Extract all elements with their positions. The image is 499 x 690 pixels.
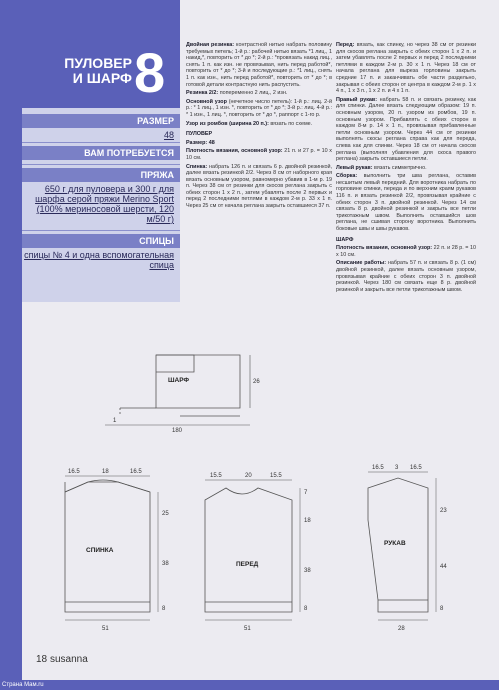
sleeve-label: РУКАВ	[384, 540, 406, 547]
front-text: вязать, как спинку, но через 38 см от резинки для скосов реглана закрыть с обеих сторон 1 х 2 п. и затем убавлять после 2 первых и перед 2 последними петлями в каждом 2-м р. 30 х 1 п. Через 18 см от начала реглана для выреза горловины закрыть средние 17 п. и заканчивать обе части раздельно, закрывая с обеих сторон от центра в каждом 2-м р. 1 х 4 п., 1 х 3 п., 1 х 2 п. и 4 х 1 п.	[336, 42, 476, 95]
double-rib-text: контрастной нитью набрать половину требуемых петель; 1-й р.: рабочей нитью вязать *1 лиц., 1 накид,*, повторить от * до *; 2-й р.: *провязать накид лиц., снять 1 п. как изн. не провязывая, нить перед работой*, повторить от * до *; 3-й и последующие р.: *1 лиц., снять 1 п. как изн., нить перед работой*, повторить от * до *; в готовой детали контрастную нить распустить.	[186, 42, 333, 88]
page-number: 18	[36, 654, 48, 665]
main-pattern-text: (нечетное число петель): 1-й р.: лиц. 2-й р.: * 1 лиц., 1 изн. *, повторить от * до *; 3-й р.: лиц. 4-й р.: * 1 изн., 1 лиц. *, повторить от * до *, раппорт с 1-го р.	[186, 98, 332, 118]
sleeve-dim-23: 23	[440, 508, 447, 514]
back-dim-r: 16.5	[130, 469, 142, 475]
front-outline	[205, 488, 292, 612]
scarf-gauge-heading: Плотность вязания, основной узор:	[336, 245, 433, 252]
needles-heading: СПИЦЫ	[22, 234, 180, 248]
pullover-heading: ПУЛОВЕР	[186, 131, 213, 138]
rib-heading: Резинка 2/2:	[186, 90, 219, 97]
pattern-number: 8	[134, 41, 166, 104]
back-dim-l: 16.5	[68, 469, 80, 475]
back-dim-51: 51	[102, 626, 109, 632]
scarf-length: 180	[172, 428, 183, 434]
yarn-heading: ПРЯЖА	[22, 168, 180, 182]
sleeve-dim-44: 44	[440, 564, 447, 570]
sleeve-dim-28: 28	[398, 626, 405, 632]
right-sleeve-text: набрать 58 п. и связать резинку, как для спинки. Далее вязать следующим образом: 19 п. основным узором, 20 п. узором из ромбов, 19 п. основным узором. Прибавлять с обеих сторон в каждом 8-м р. 14 х 1 п., провязывая прибавленные петли основным узором. Через 44 см от резинки выполнять скосы реглана справа как для переда, слева как для спинки. Через 18 см от начала скосов реглана (выполняя убавления для скоса правого реглана) закрыть оставшиеся петли.	[336, 96, 477, 163]
back-dim-m: 18	[102, 469, 109, 475]
scarf-label: ШАРФ	[168, 377, 190, 384]
front-dim-51: 51	[244, 626, 251, 632]
watermark: Страна Мам.ru	[2, 682, 44, 688]
gauge-heading: Плотность вязания, основной узор:	[186, 148, 283, 155]
back-dim-38: 38	[162, 561, 169, 567]
front-diagram	[205, 480, 300, 620]
magazine-name: susanna	[50, 654, 88, 665]
front-dim-18: 18	[304, 518, 311, 524]
front-dim-l: 15.5	[210, 473, 222, 479]
title-line-1: ПУЛОВЕР	[64, 55, 132, 71]
diamond-pattern-heading: Узор из ромбов (ширина 20 п.):	[186, 120, 269, 127]
materials-heading: ВАМ ПОТРЕБУЕТСЯ	[22, 146, 180, 160]
front-dim-r: 15.5	[270, 473, 282, 479]
double-rib-heading: Двойная резинка:	[186, 42, 235, 48]
size-value: 48	[163, 130, 174, 140]
pullover-size: Размер: 48	[186, 139, 215, 146]
left-sleeve-heading: Левый рукав:	[336, 164, 373, 171]
scarf-diagram	[105, 355, 250, 425]
back-text: набрать 126 п. и связать 6 р. двойной резинкой, далее вязать резинкой 2/2. Через 8 см от наборного края вязать основным узором, равномерно убавив в 1-м р. 19 п. Через 38 см от резинки для скосов реглана закрыть с обеих сторон 1 х 2 п., затем убавлять после 2 первых и перед 2 последними петлями в каждом 2-м р. 33 х 1 п. Через 25 см от начала реглана закрыть оставшиеся 37 п.	[186, 163, 332, 210]
yarn-text: 650 г для пуловера и 300 г для шарфа серой пряжи Merino Sport (100% мериносовой шерсти, 120 м/50 г)	[35, 184, 174, 224]
scarf-work-text: набрать 57 п. и связать 8 р. (1 см) двойной резинкой, далее вязать основным узором, провязывая крайние с обеих сторон 3 п. двойной резинкой. Через 180 см связать еще 8 р. двойной резинкой и закрыть все петли трикотажным швом.	[336, 260, 477, 293]
title-line-2: И ШАРФ	[72, 70, 132, 86]
front-dim-m: 20	[245, 473, 252, 479]
rib-text: попеременно 2 лиц., 2 изн.	[219, 90, 288, 97]
scarf-fold	[156, 355, 194, 372]
sleeve-dim-l: 16.5	[372, 465, 384, 471]
back-heading: Спинка:	[186, 163, 208, 170]
scarf-width: 26	[253, 379, 260, 385]
back-label: СПИНКА	[86, 547, 114, 554]
main-pattern-heading: Основной узор	[186, 98, 227, 105]
diamond-pattern-text: вязать по схеме.	[270, 120, 313, 127]
front-dim-8: 8	[304, 606, 308, 612]
front-label: ПЕРЕД	[236, 561, 259, 568]
right-sleeve-heading: Правый рукав:	[336, 96, 378, 103]
back-dim-25: 25	[162, 511, 169, 517]
size-heading: РАЗМЕР	[22, 114, 180, 128]
back-dim-8: 8	[162, 606, 166, 612]
needles-text: спицы № 4 и одна вспомогательная спица	[24, 250, 174, 270]
assembly-text: выполнить три шва реглана, оставив несшитым левый передний. Для воротника набрать по горловине спинки, переда и по верхним краям рукавов 116 п. и вязать резинкой 2/2, провязывая крайние с обеих сторон 3 п. двойной резинкой. Через 14 см связать 8 р. двойной резинкой и закрыть все петли трикотажным швом. Выполнить оставшийся шов реглана, не сшивая сторону воротника. Выполнить боковые швы и швы рукавов.	[336, 173, 477, 233]
gauge-text: 21 п. и 27 р. = 10 х 10 см.	[186, 148, 332, 161]
sleeve-dim-m: 3	[395, 465, 399, 471]
sleeve-dim-8: 8	[440, 606, 444, 612]
bottom-color-strip	[0, 680, 499, 690]
front-dim-7: 7	[304, 490, 308, 496]
scarf-1: 1	[113, 418, 117, 424]
scarf-gauge-text: 22 п. и 28 р. = 10 х 10 см.	[336, 245, 476, 258]
front-dim-38: 38	[304, 568, 311, 574]
sleeve-dim-r: 16.5	[410, 465, 422, 471]
scarf-heading: ШАРФ	[336, 236, 354, 243]
front-heading: Перед:	[336, 42, 355, 48]
left-sleeve-text: вязать симметрично.	[374, 164, 427, 171]
scarf-work-heading: Описание работы:	[336, 260, 387, 267]
assembly-heading: Сборка:	[336, 173, 358, 180]
